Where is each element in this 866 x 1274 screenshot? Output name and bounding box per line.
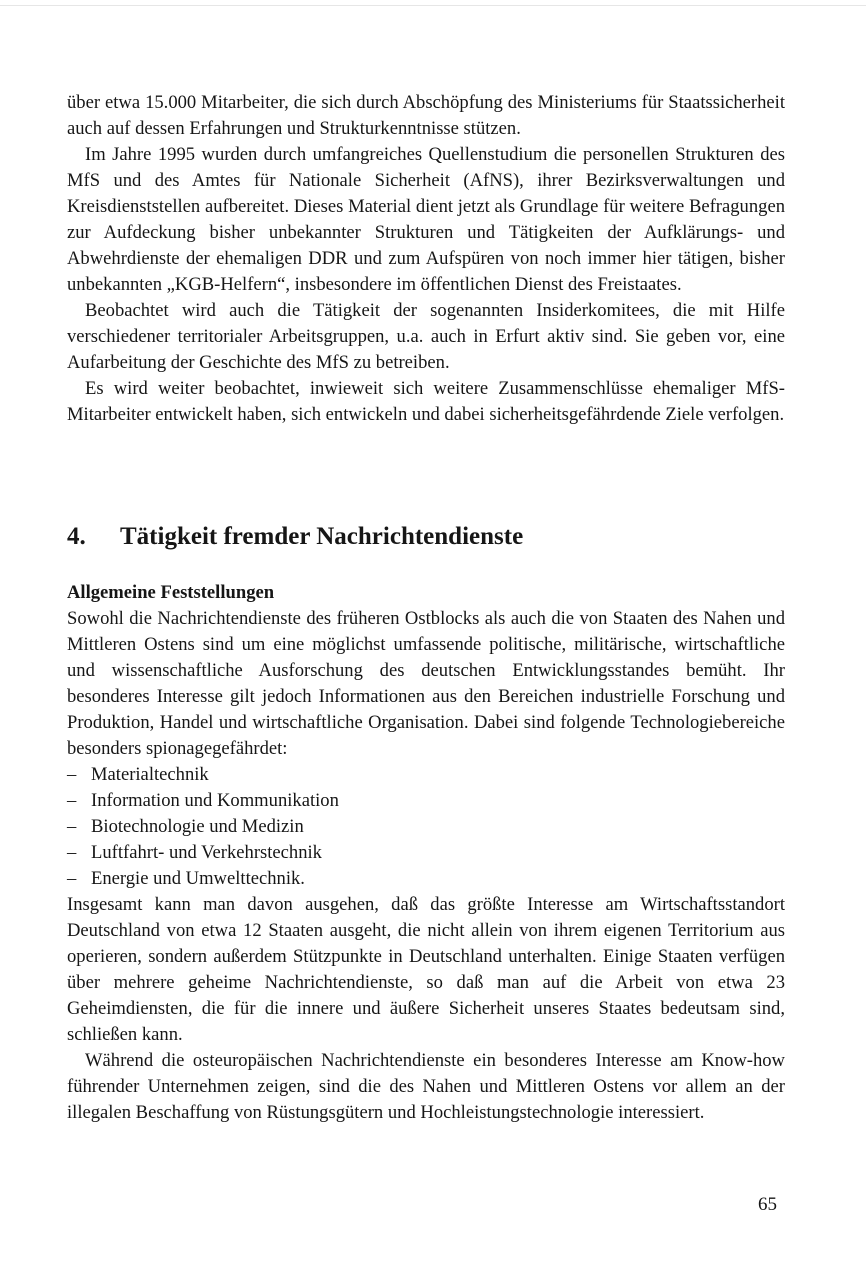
section-title: Tätigkeit fremder Nachrichtendienste [120,523,524,550]
subheading: Allgemeine Feststellungen [67,582,275,603]
section-paragraph: Während die osteuropäischen Nachrichtendienste ein besonderes Interesse am Know-how führender Unternehmen zeigen, sind die des Nahen und Mittleren Ostens vor allem an der illegalen Beschaffung von Rüstungsgütern und Hochleistungstechnologie interessiert. [67,1050,785,1123]
list-item [67,866,785,892]
list-item-text: Materialtechnik [91,764,209,785]
technology-list [67,762,785,892]
list-dash: – [67,790,77,811]
list-dash: – [67,842,77,863]
list-item-text: Information und Kommunikation [91,790,339,811]
list-item [67,840,785,866]
list-item-text: Luftfahrt- und Verkehrstechnik [91,842,322,863]
section-paragraph: Insgesamt kann man davon ausgehen, daß das größte Interesse am Wirtschaftsstandort Deutschland von etwa 12 Staaten ausgeht, die nicht allein von ihrem eigenen Territorium aus operieren, sondern außerdem Stützpunkte in Deutschland unterhalten. Einige Staaten verfügen über mehrere geheime Nachrichtendienste, so daß man auf die Arbeit von etwa 23 Geheimdiensten, die für die innere und äußere Sicherheit unseres Staates bedeutsam sind, schließen kann. [67,894,785,1045]
page-edge-line [0,5,866,6]
list-dash: – [67,764,77,785]
intro-paragraph: Beobachtet wird auch die Tätigkeit der sogenannten Insiderkomitees, die mit Hilfe verschiedener territorialer Arbeitsgruppen, u.a. auch in Erfurt aktiv sind. Sie geben vor, eine Aufarbeitung der Geschichte des MfS zu betreiben. [67,300,785,373]
intro-paragraph: über etwa 15.000 Mitarbeiter, die sich durch Abschöpfung des Ministeriums für Staatssicherheit auch auf dessen Erfahrungen und Strukturkenntnisse stützen. [67,92,785,139]
section-number: 4. [67,523,86,550]
list-dash: – [67,868,77,889]
list-item [67,788,785,814]
page-number: 65 [758,1194,777,1215]
intro-text [67,90,785,428]
list-item-text: Biotechnologie und Medizin [91,816,304,837]
section-heading [67,521,785,553]
intro-paragraph: Es wird weiter beobachtet, inwieweit sich weitere Zusammenschlüsse ehemaliger MfS-Mitarbeiter entwickelt haben, sich entwickeln und dabei sicherheitsgefährdende Ziele verfolgen. [67,378,785,425]
list-dash: – [67,816,77,837]
intro-paragraph: Im Jahre 1995 wurden durch umfangreiches Quellenstudium die personellen Strukturen des MfS und des Amtes für Nationale Sicherheit (AfNS), ihrer Bezirksverwaltungen und Kreisdienststellen aufbereitet. Dieses Material dient jetzt als Grundlage für weitere Befragungen zur Aufdeckung bisher unbekannter Strukturen und Tätigkeiten der Aufklärungs- und Abwehrdienste der ehemaligen DDR und zum Aufspüren von noch immer hier tätigen, bisher unbekannten „KGB-Helfern“, insbesondere im öffentlichen Dienst des Freistaates. [67,144,785,295]
section-paragraph: Sowohl die Nachrichtendienste des früheren Ostblocks als auch die von Staaten des Nahen und Mittleren Ostens sind um eine möglichst umfassende politische, militärische, wirtschaftliche und wissenschaftliche Ausforschung des deutschen Entwicklungsstandes bemüht. Ihr besonderes Interesse gilt jedoch Informationen aus den Bereichen industrielle Forschung und Produktion, Handel und wirtschaftliche Organisation. Dabei sind folgende Technologiebereiche besonders spionagegefährdet: [67,608,785,759]
list-item [67,762,785,788]
list-item [67,814,785,840]
list-item-text: Energie und Umwelttechnik. [91,868,305,889]
section-body [67,580,785,1126]
